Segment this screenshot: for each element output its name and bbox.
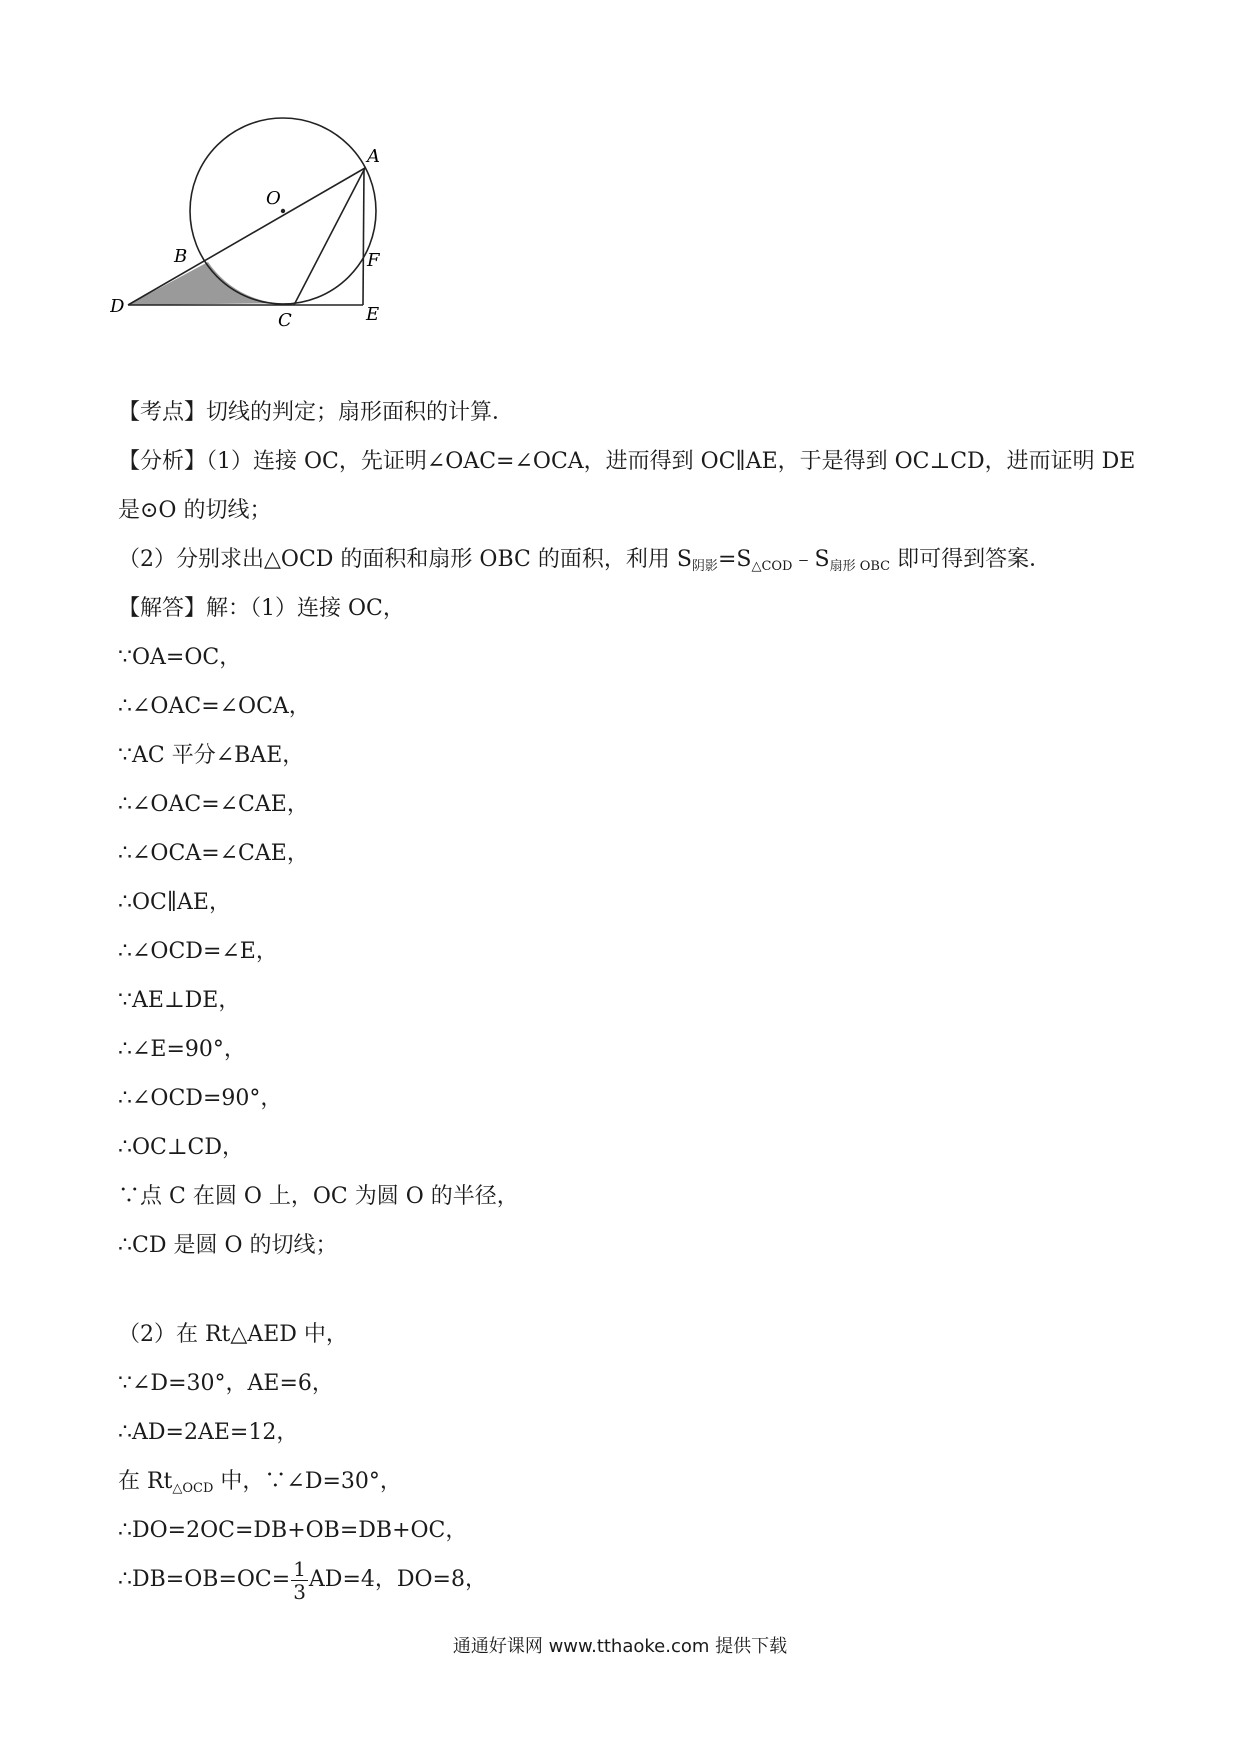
part2-line-2: ∵∠D=30°，AE=6， bbox=[118, 1371, 334, 1396]
fenxi-text-b: =S bbox=[717, 547, 752, 572]
step-8: ∵AE⊥DE， bbox=[118, 988, 241, 1013]
fenxi-text-a: （2）分别求出△OCD 的面积和扇形 OBC 的面积，利用 S bbox=[118, 547, 692, 572]
step-1: ∵OA=OC， bbox=[118, 645, 242, 670]
fraction-denominator: 3 bbox=[293, 1579, 306, 1604]
fenxi-text-d: 即可得到答案． bbox=[890, 547, 1052, 572]
label-e: E bbox=[366, 304, 380, 325]
center-dot bbox=[281, 209, 285, 213]
part2-line-1: （2）在 Rt△AED 中， bbox=[118, 1322, 348, 1347]
jieda-line: 【解答】解：（1）连接 OC， bbox=[118, 596, 405, 621]
part2-line-3: ∴AD=2AE=12， bbox=[118, 1420, 299, 1445]
solution-text bbox=[118, 388, 1136, 1604]
step-4: ∴∠OAC=∠CAE， bbox=[118, 792, 309, 817]
p7-text-a: ∴DB=OB=OC= bbox=[118, 1567, 291, 1592]
label-d: D bbox=[110, 296, 125, 317]
step-3: ∵AC 平分∠BAE， bbox=[118, 743, 305, 768]
label-a: A bbox=[367, 146, 380, 167]
label-o: O bbox=[266, 188, 281, 209]
sub-triangle: △COD bbox=[751, 559, 793, 574]
step-10: ∴∠OCD=90°， bbox=[118, 1086, 283, 1111]
step-7: ∴∠OCD=∠E， bbox=[118, 939, 278, 964]
fenxi-line-3 bbox=[118, 535, 1128, 584]
p7-text-b: AD=4，DO=8， bbox=[308, 1567, 487, 1592]
part2-line-4 bbox=[118, 1457, 1128, 1506]
p5-text-b: 中，∵∠D=30°， bbox=[213, 1469, 402, 1494]
part2-line-6 bbox=[118, 1555, 1128, 1604]
page-footer: 通通好课网 www.tthaoke.com 提供下载 bbox=[452, 1636, 788, 1657]
step-12: ∵点 C 在圆 O 上，OC 为圆 O 的半径， bbox=[118, 1184, 519, 1209]
step-13: ∴CD 是圆 O 的切线； bbox=[118, 1233, 338, 1258]
fraction-one-third bbox=[291, 1558, 308, 1603]
sub-shaded: 阴影 bbox=[691, 559, 718, 574]
label-f: F bbox=[367, 250, 380, 271]
sub-sector: 扇形 OBC bbox=[829, 559, 891, 574]
fraction-numerator: 1 bbox=[293, 1556, 306, 1581]
step-9: ∴∠E=90°， bbox=[118, 1037, 246, 1062]
step-6: ∴OC∥AE， bbox=[118, 890, 231, 915]
fenxi-line-1: 【分析】（1）连接 OC，先证明∠OAC=∠OCA，进而得到 OC∥AE，于是得到 OC⊥CD，进而证明 DE bbox=[118, 449, 1136, 474]
shaded-region bbox=[128, 262, 297, 305]
label-b: B bbox=[174, 246, 188, 267]
geometry-figure bbox=[110, 110, 440, 370]
part2-line-5: ∴DO=2OC=DB+OB=DB+OC， bbox=[118, 1518, 468, 1543]
p5-text-a: 在 Rt bbox=[118, 1469, 173, 1494]
sub-ocd: △OCD bbox=[172, 1481, 214, 1496]
blank-line bbox=[118, 1270, 1128, 1310]
label-c: C bbox=[278, 310, 292, 331]
step-2: ∴∠OAC=∠OCA， bbox=[118, 694, 311, 719]
step-5: ∴∠OCA=∠CAE， bbox=[118, 841, 309, 866]
fenxi-line-2: 是⊙O 的切线； bbox=[118, 498, 272, 523]
kaodian-line: 【考点】切线的判定；扇形面积的计算． bbox=[118, 400, 515, 425]
step-11: ∴OC⊥CD， bbox=[118, 1135, 245, 1160]
fenxi-text-c: ﹣S bbox=[792, 547, 830, 572]
line-ae bbox=[363, 168, 364, 305]
